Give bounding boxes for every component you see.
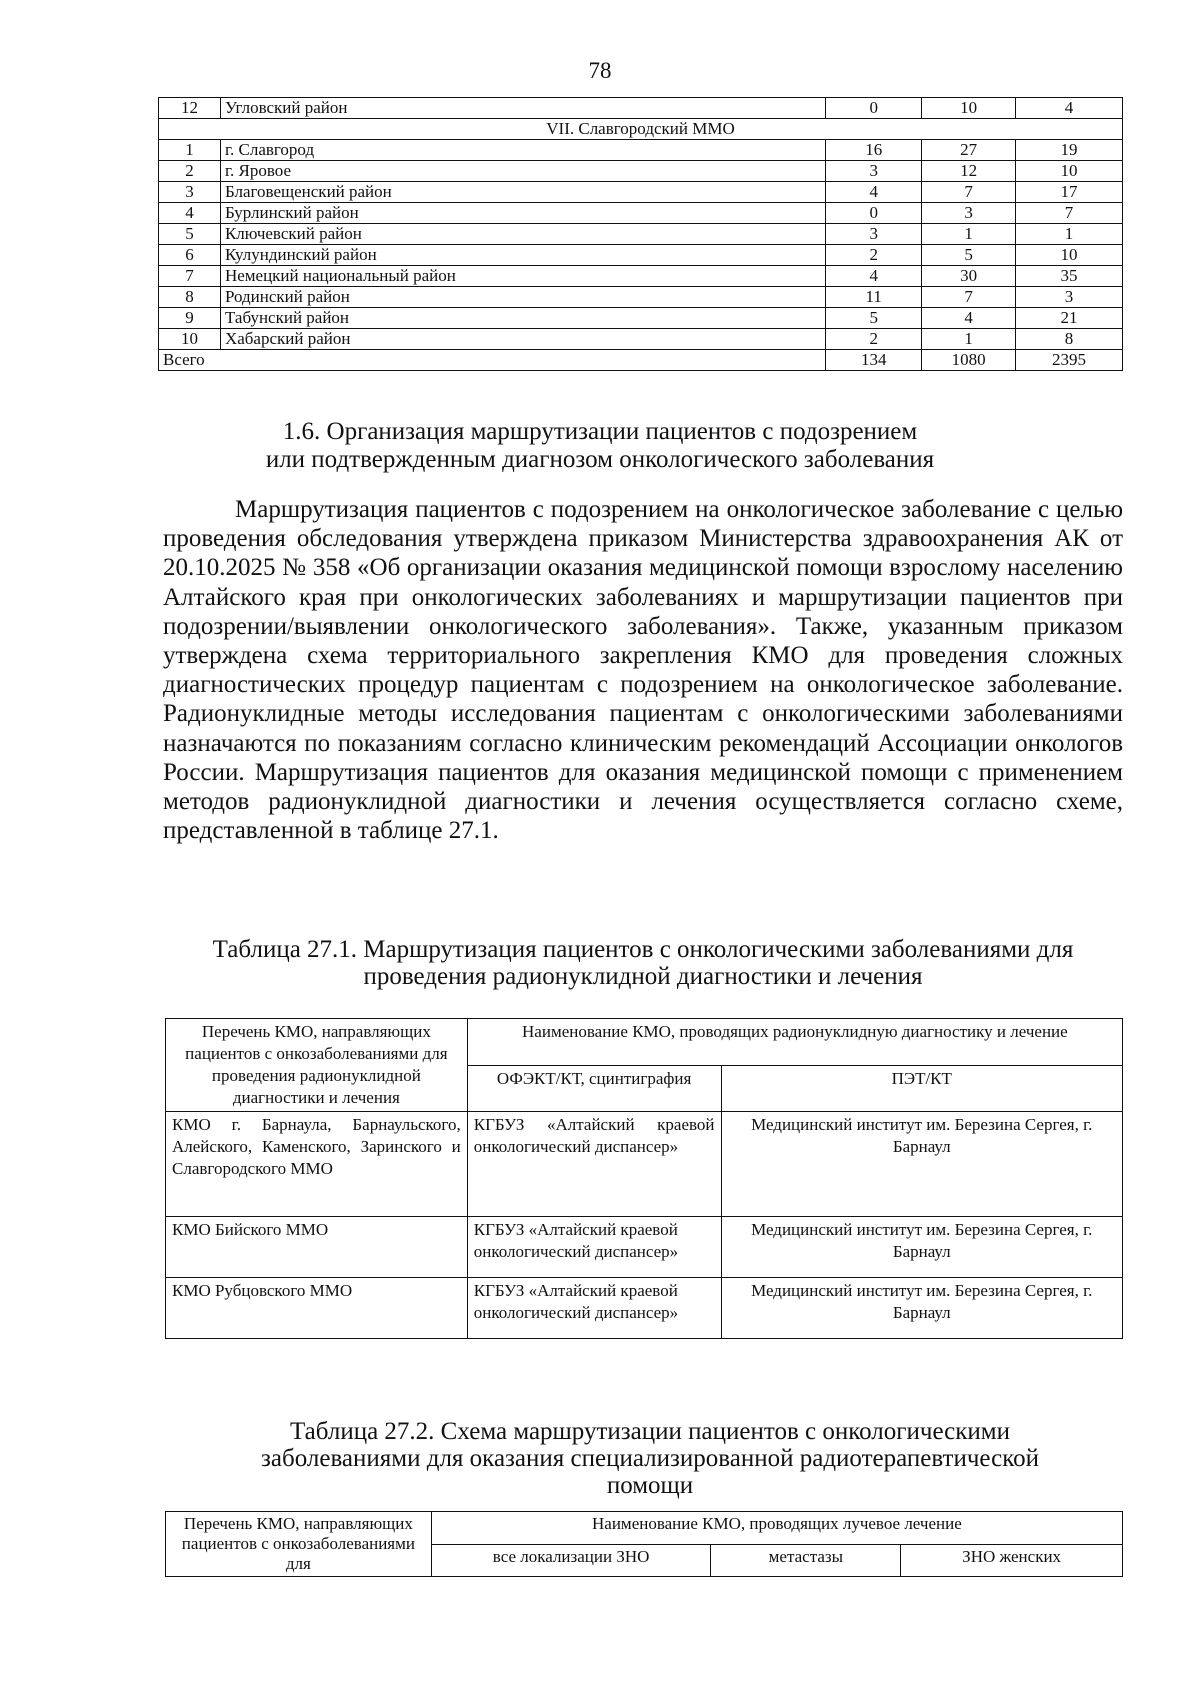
value-c: 10 (1016, 161, 1123, 182)
row-number: 7 (159, 266, 221, 287)
table-row (159, 182, 1123, 203)
value-b: 4 (922, 308, 1016, 329)
section-title-line1: 1.6. Организация маршрутизации пациентов с подозрением (282, 418, 918, 445)
value-c: 3 (1016, 287, 1123, 308)
table-27-1 (165, 1018, 1123, 1339)
sub-header: все локализации ЗНО (431, 1544, 711, 1577)
value-a: 11 (826, 287, 922, 308)
total-row (159, 350, 1123, 371)
value-c: 21 (1016, 308, 1123, 329)
value-a: 0 (826, 203, 922, 224)
value-b: 5 (922, 245, 1016, 266)
pet-provider: Медицинский институт им. Березина Сергея, г. Барнаул (721, 1217, 1123, 1278)
group-header: Наименование КМО, проводящих радионуклидную диагностику и лечение (467, 1019, 1122, 1066)
value-a: 16 (826, 140, 922, 161)
row-number: 1 (159, 140, 221, 161)
caption-line: проведения радионуклидной диагностики и лечения (363, 963, 923, 990)
table-row (166, 1278, 1123, 1339)
value-c: 10 (1016, 245, 1123, 266)
value-b: 7 (922, 287, 1016, 308)
district-name: Бурлинский район (220, 203, 825, 224)
section-title (0, 418, 1200, 474)
district-table (158, 97, 1123, 371)
pet-provider: Медицинский институт им. Березина Сергея, г. Барнаул (721, 1278, 1123, 1339)
row-number: 2 (159, 161, 221, 182)
value-c: 7 (1016, 203, 1123, 224)
value-c: 1 (1016, 224, 1123, 245)
value-a: 2 (826, 329, 922, 350)
table-header-row (166, 1512, 1123, 1545)
value-a: 2 (826, 245, 922, 266)
caption-line: Таблица 27.2. Схема маршрутизации пациентов с онкологическими (290, 1418, 1010, 1445)
page-number: 78 (588, 58, 612, 83)
sub-header: ЗНО женских (901, 1544, 1123, 1577)
body-paragraph: Маршрутизация пациентов с подозрением на онкологическое заболевание с целью проведения обследования утверждена приказом Министерства здравоохранения АК от 20.10.2025 № 358 «Об организации оказания медицинской помощи взрослому населению Алтайского края при онкологических заболеваниях и маршрутизации пациентов при подозрении/выявлении онкологического заболевания». Также, указанным приказом утверждена схема территориального закрепления КМО для проведения сложных диагностических процедур пациентам с подозрением на онкологическое заболевание. Радионуклидные методы исследования пациентам с онкологическими заболеваниями назначаются по показаниям согласно клиническим рекомендаций Ассоциации онкологов России. Маршрутизация пациентов для оказания медицинской помощи с применением методов радионуклидной диагностики и лечения осуществляется согласно схеме, представленной в таблице 27.1. (163, 496, 1123, 845)
table-row (166, 1217, 1123, 1278)
section-title-line2: или подтвержденным диагнозом онкологического заболевания (265, 446, 935, 473)
table-row (159, 224, 1123, 245)
sub-header: метастазы (711, 1544, 901, 1577)
total-value-c: 2395 (1016, 350, 1123, 371)
pet-provider: Медицинский институт им. Березина Сергея, г. Барнаул (721, 1112, 1123, 1217)
caption-line: помощи (606, 1472, 694, 1499)
table-row (159, 203, 1123, 224)
value-b: 3 (922, 203, 1016, 224)
value-a: 5 (826, 308, 922, 329)
table-row (159, 98, 1123, 119)
district-name: Кулундинский район (220, 245, 825, 266)
table-row (159, 308, 1123, 329)
referring-kmo: КМО Рубцовского ММО (166, 1278, 468, 1339)
row-number: 9 (159, 308, 221, 329)
table-row (159, 329, 1123, 350)
referring-kmo: КМО Бийского ММО (166, 1217, 468, 1278)
row-number: 5 (159, 224, 221, 245)
district-name: Табунский район (220, 308, 825, 329)
district-name: Родинский район (220, 287, 825, 308)
referring-kmo: КМО г. Барнаула, Барнаульского, Алейского, Каменского, Заринского и Славгородского ММО (166, 1112, 468, 1217)
table-row (166, 1112, 1123, 1217)
ofekt-provider: КГБУЗ «Алтайский краевой онкологический диспансер» (467, 1112, 721, 1217)
region-header: VII. Славгородский ММО (159, 119, 1123, 140)
value-a: 0 (826, 98, 922, 119)
ofekt-provider: КГБУЗ «Алтайский краевой онкологический диспансер» (467, 1217, 721, 1278)
row-number: 4 (159, 203, 221, 224)
row-number: 12 (159, 98, 221, 119)
value-b: 10 (922, 98, 1016, 119)
caption-line: заболеваниями для оказания специализированной радиотерапевтической (261, 1445, 1039, 1472)
total-value-b: 1080 (922, 350, 1016, 371)
value-b: 30 (922, 266, 1016, 287)
row-number: 6 (159, 245, 221, 266)
table-row (159, 161, 1123, 182)
value-a: 3 (826, 161, 922, 182)
table-27-1-caption (163, 936, 1123, 990)
value-a: 3 (826, 224, 922, 245)
district-name: Немецкий национальный район (220, 266, 825, 287)
value-a: 4 (826, 266, 922, 287)
value-b: 12 (922, 161, 1016, 182)
ofekt-provider: КГБУЗ «Алтайский краевой онкологический диспансер» (467, 1278, 721, 1339)
value-b: 1 (922, 329, 1016, 350)
value-c: 19 (1016, 140, 1123, 161)
value-b: 1 (922, 224, 1016, 245)
row-number: 3 (159, 182, 221, 203)
section-header-row (159, 119, 1123, 140)
value-c: 17 (1016, 182, 1123, 203)
row-number: 10 (159, 329, 221, 350)
district-name: г. Яровое (220, 161, 825, 182)
col-header-kmo: Перечень КМО, направляющих пациентов с онкозаболеваниями для (166, 1512, 432, 1577)
district-name: Ключевский район (220, 224, 825, 245)
sub-header-pet: ПЭТ/КТ (721, 1065, 1123, 1112)
col-header-kmo: Перечень КМО, направляющих пациентов с онкозаболеваниями для проведения радионуклидной диагностики и лечения (166, 1019, 468, 1112)
value-a: 4 (826, 182, 922, 203)
total-label: Всего (159, 350, 826, 371)
sub-header-ofekt: ОФЭКТ/КТ, сцинтиграфия (467, 1065, 721, 1112)
table-row (159, 245, 1123, 266)
table-row (159, 140, 1123, 161)
value-b: 7 (922, 182, 1016, 203)
value-b: 27 (922, 140, 1016, 161)
group-header: Наименование КМО, проводящих лучевое лечение (431, 1512, 1122, 1545)
value-c: 4 (1016, 98, 1123, 119)
district-name: г. Славгород (220, 140, 825, 161)
district-name: Благовещенский район (220, 182, 825, 203)
caption-line: Таблица 27.1. Маршрутизация пациентов с онкологическими заболеваниями для (212, 936, 1074, 963)
total-value-a: 134 (826, 350, 922, 371)
district-name: Угловский район (220, 98, 825, 119)
district-name: Хабарский район (220, 329, 825, 350)
table-27-2 (165, 1511, 1123, 1577)
row-number: 8 (159, 287, 221, 308)
value-c: 8 (1016, 329, 1123, 350)
table-header-row (166, 1019, 1123, 1066)
table-row (159, 266, 1123, 287)
value-c: 35 (1016, 266, 1123, 287)
table-row (159, 287, 1123, 308)
table-27-2-caption (200, 1418, 1100, 1499)
